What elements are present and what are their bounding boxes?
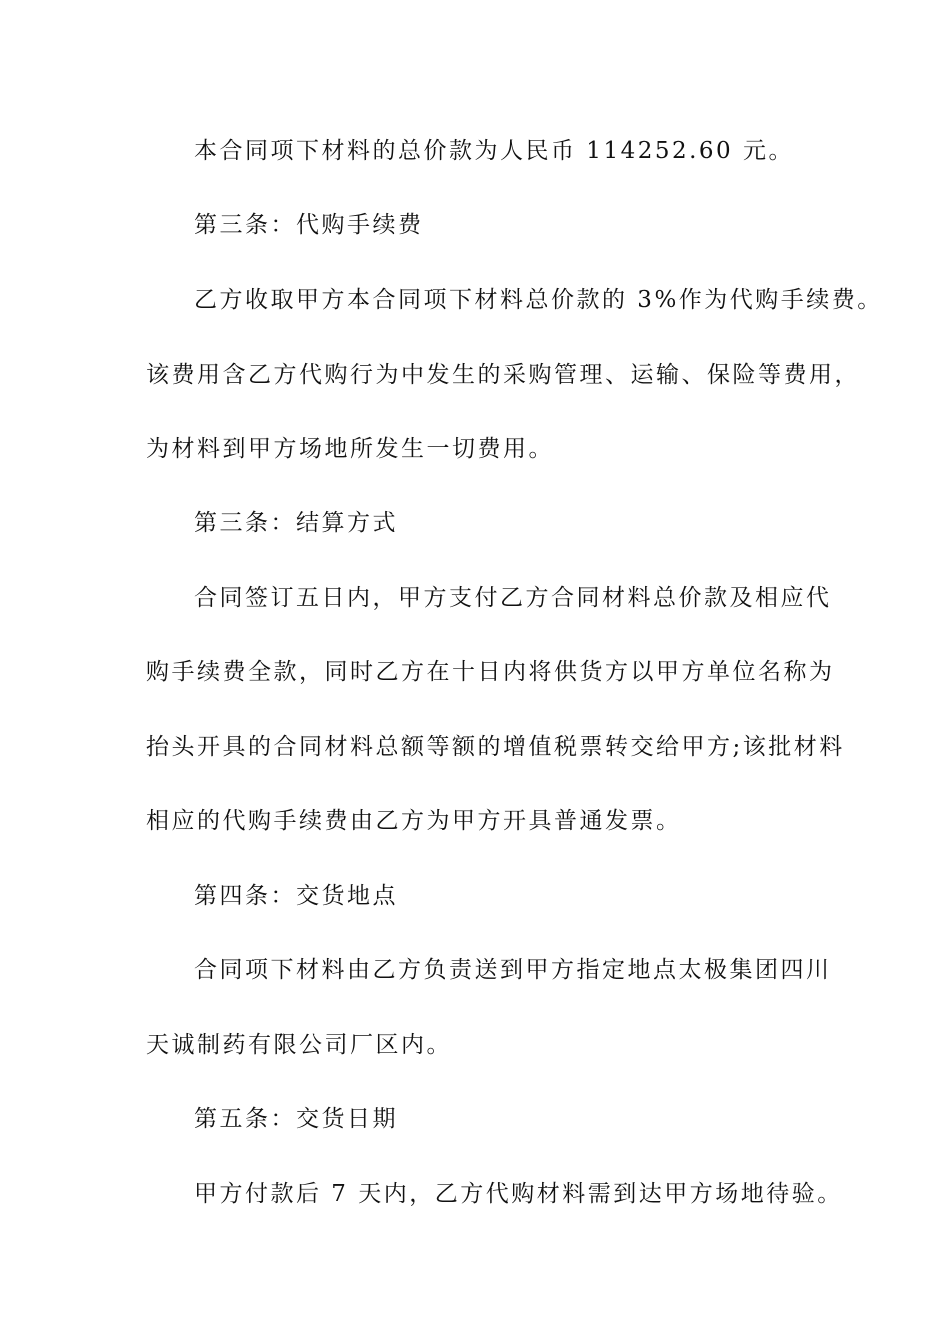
paragraph-settlement-line-1: 合同签订五日内，甲方支付乙方合同材料总价款及相应代 xyxy=(194,585,832,611)
section-heading-settlement: 第三条：结算方式 xyxy=(194,510,398,536)
section-heading-delivery-place: 第四条：交货地点 xyxy=(194,883,398,909)
paragraph-settlement-line-3: 抬头开具的合同材料总额等额的增值税票转交给甲方;该批材料 xyxy=(146,734,845,760)
paragraph-delivery-place-line-2: 天诚制药有限公司厂区内。 xyxy=(146,1032,452,1058)
paragraph-fee-line-1: 乙方收取甲方本合同项下材料总价款的 3%作为代购手续费。 xyxy=(194,287,883,313)
paragraph-settlement-line-2: 购手续费全款，同时乙方在十日内将供货方以甲方单位名称为 xyxy=(146,659,835,685)
paragraph-settlement-line-4: 相应的代购手续费由乙方为甲方开具普通发票。 xyxy=(146,808,682,834)
paragraph-total-price: 本合同项下材料的总价款为人民币 114252.60 元。 xyxy=(194,138,794,164)
paragraph-delivery-place-line-1: 合同项下材料由乙方负责送到甲方指定地点太极集团四川 xyxy=(194,957,832,983)
paragraph-fee-line-2: 该费用含乙方代购行为中发生的采购管理、运输、保险等费用， xyxy=(146,362,860,388)
section-heading-delivery-date: 第五条：交货日期 xyxy=(194,1106,398,1132)
paragraph-delivery-date: 甲方付款后 7 天内，乙方代购材料需到达甲方场地待验。 xyxy=(194,1181,843,1207)
section-heading-fee: 第三条：代购手续费 xyxy=(194,212,424,238)
paragraph-fee-line-3: 为材料到甲方场地所发生一切费用。 xyxy=(146,436,554,462)
